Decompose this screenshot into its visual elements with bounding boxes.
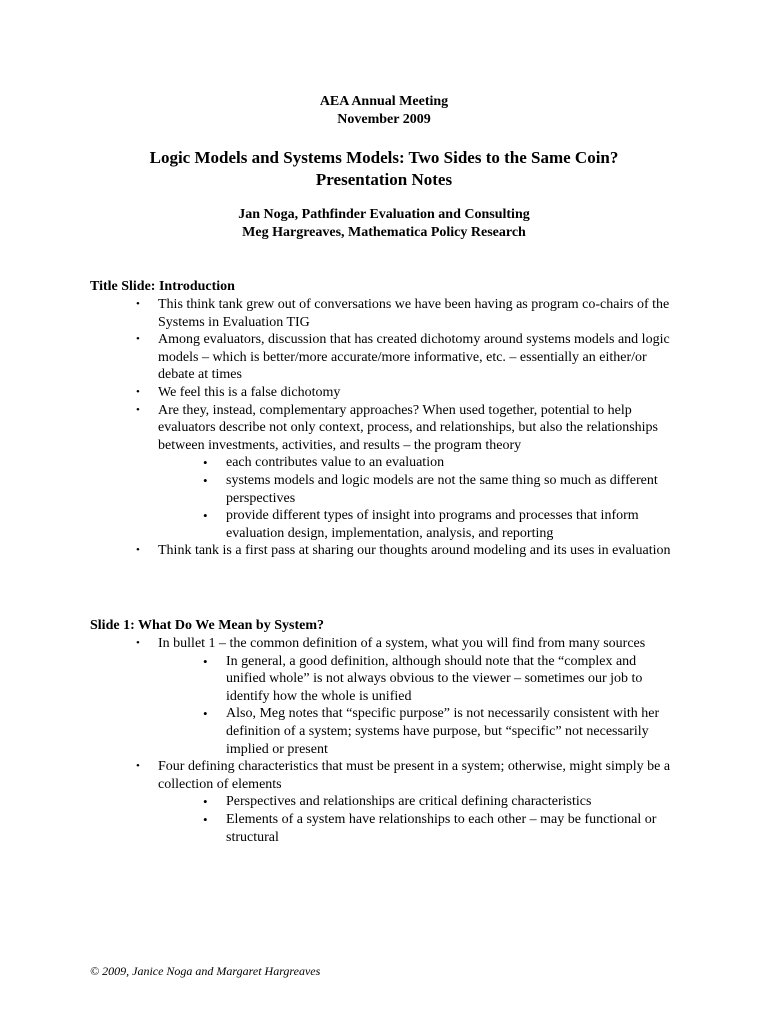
bullet-icon: • (203, 794, 208, 810)
bullet-icon: • (203, 455, 208, 471)
list-item: • We feel this is a false dichotomy (136, 384, 341, 400)
bullet-icon: • (136, 760, 140, 773)
bullet-icon: • (203, 508, 208, 524)
list-item: • In general, a good definition, although should note that the “complex and unified whole” is not always obvious to the viewer – sometimes our job to identify how the whole is unified (203, 653, 643, 704)
document-title: Logic Models and Systems Models: Two Sides to the Same Coin? (149, 148, 619, 167)
bullet-icon: • (203, 706, 208, 722)
list-item: • Elements of a system have relationships to each other – may be functional or structural (203, 811, 657, 845)
list-item: • Four defining characteristics that must be present in a system; otherwise, might simply be a collection of elements (136, 759, 671, 792)
bullet-icon: • (136, 544, 140, 557)
section-heading: Title Slide: Introduction (90, 279, 235, 294)
author-line-2: Meg Hargreaves, Mathematica Policy Research (242, 225, 526, 240)
list-item: • In bullet 1 – the common definition of a system, what you will find from many sources (136, 636, 646, 651)
list-item: • This think tank grew out of conversations we have been having as program co-chairs of the Systems in Evaluation TIG (136, 297, 670, 330)
copyright-footer: © 2009, Janice Noga and Margaret Hargreaves (90, 964, 321, 978)
meeting-name: AEA Annual Meeting (319, 94, 449, 109)
bullet-icon: • (203, 472, 208, 488)
bullet-icon: • (136, 637, 140, 649)
list-item: • Also, Meg notes that “specific purpose” is not necessarily consistent with her definition of a system; systems have purpose, but “specific” not necessarily implied or present (203, 706, 660, 757)
list-item: • Perspectives and relationships are critical defining characteristics (203, 794, 592, 810)
document-subtitle: Presentation Notes (315, 170, 453, 189)
list-item: • Are they, instead, complementary approaches? When used together, potential to help evaluators describe not only context, process, and relationships, but also the relationships between investments, activities, and results – the program theory (136, 402, 658, 453)
bullet-icon: • (136, 403, 140, 416)
list-item: • provide different types of insight into programs and processes that inform evaluation design, implementation, analysis, and reporting (203, 508, 639, 541)
bullet-list (0, 635, 768, 846)
bullet-icon: • (203, 653, 208, 669)
list-item: • Among evaluators, discussion that has created dichotomy around systems models and logic models – which is better/more accurate/more informative, etc. – essentially an either/or debate at times (136, 332, 670, 383)
bullet-icon: • (203, 811, 208, 827)
author-line-1: Jan Noga, Pathfinder Evaluation and Consulting (238, 207, 530, 222)
bullet-list (0, 296, 768, 560)
bullet-icon: • (136, 385, 140, 398)
list-item: • Think tank is a first pass at sharing our thoughts around modeling and its uses in evaluation (136, 543, 671, 559)
bullet-icon: • (136, 333, 140, 346)
section-heading: Slide 1: What Do We Mean by System? (90, 618, 324, 633)
bullet-icon: • (136, 298, 140, 310)
meeting-date: November 2009 (337, 112, 431, 127)
list-item: • each contributes value to an evaluation (203, 455, 445, 471)
list-item: • systems models and logic models are not the same thing so much as different perspectives (203, 472, 658, 506)
